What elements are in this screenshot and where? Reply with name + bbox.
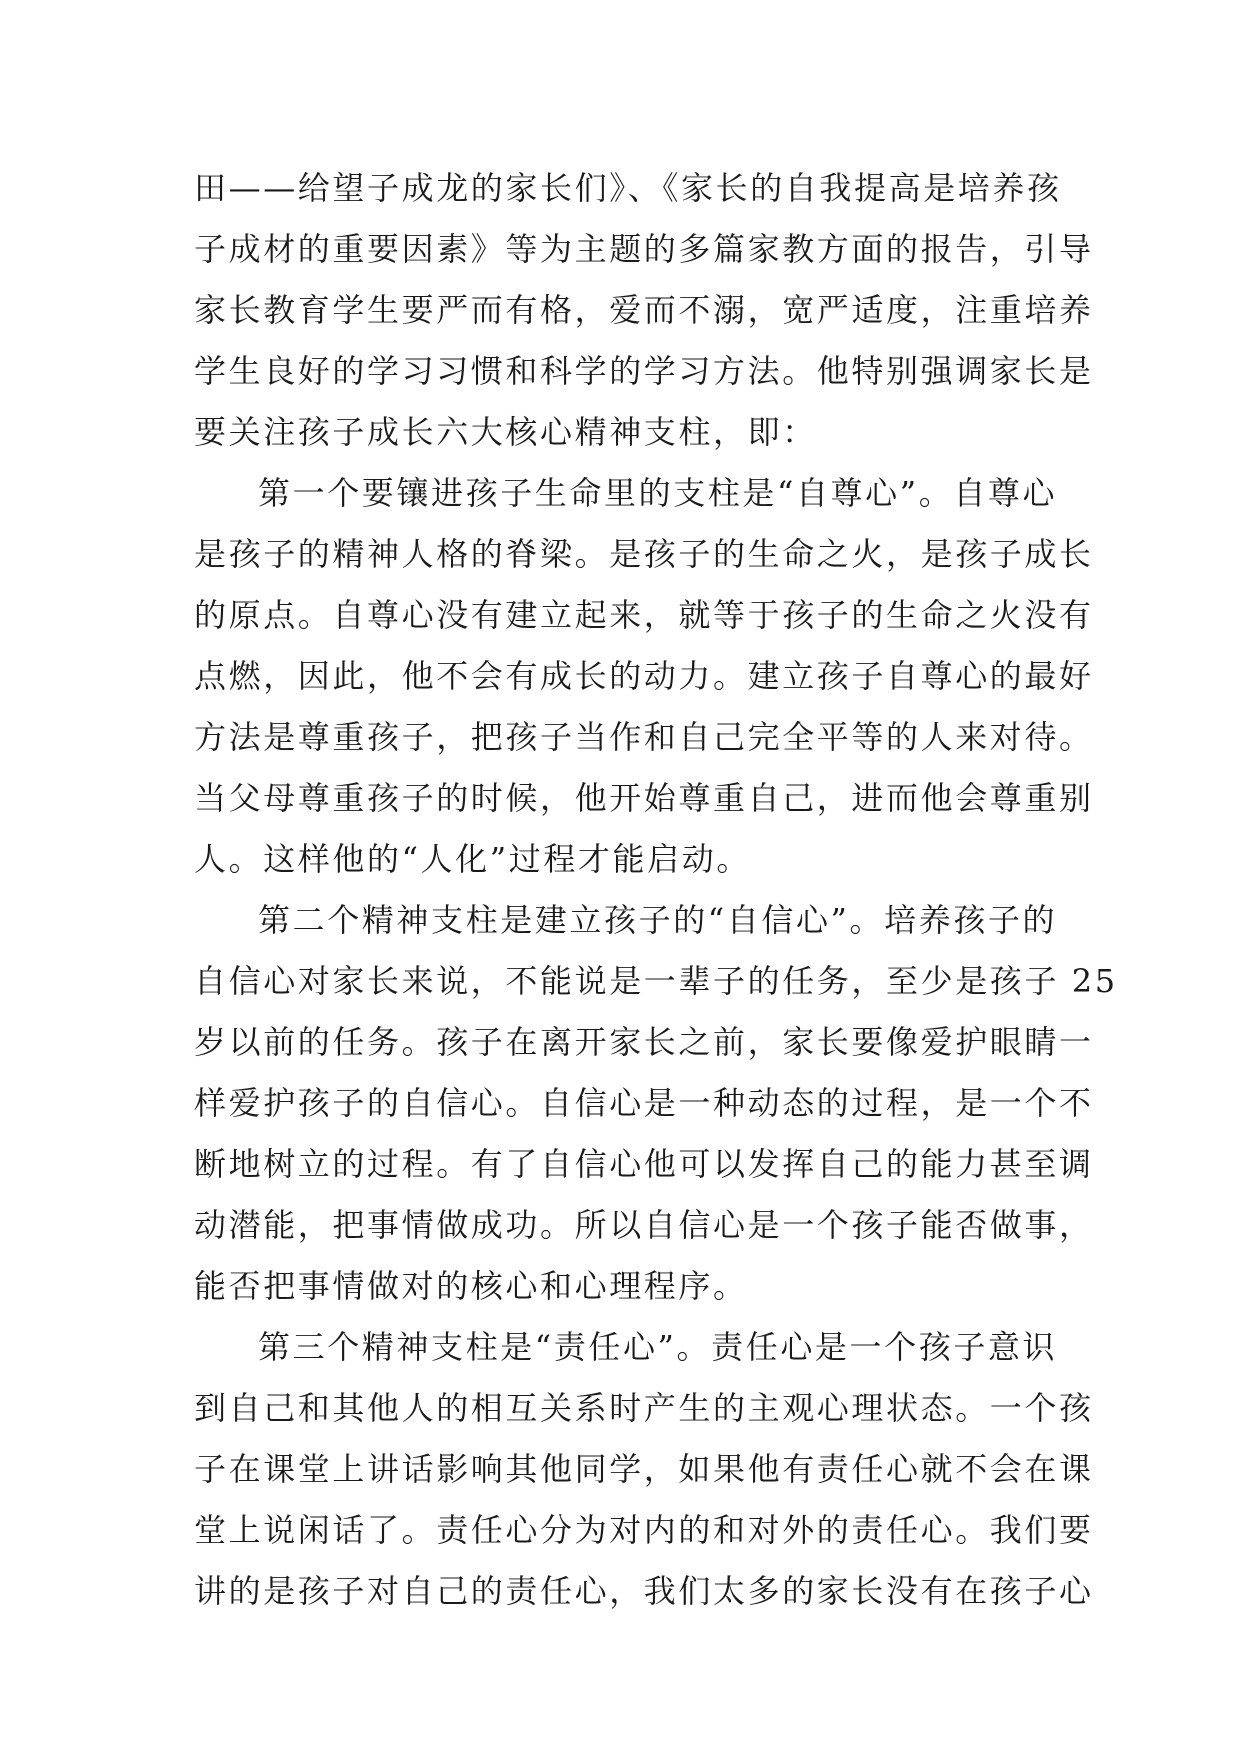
text-line: 学生良好的学习习惯和科学的学习方法。他特别强调家长是	[194, 352, 1094, 390]
text-line: 到自己和其他人的相互关系时产生的主观心理状态。一个孩	[194, 1389, 1094, 1427]
text-line: 要关注孩子成长六大核心精神支柱，即：	[194, 413, 817, 451]
text-line: 方法是尊重孩子，把孩子当作和自己完全平等的人来对待。	[194, 718, 1094, 756]
paragraph-first-line: 第二个精神支柱是建立孩子的“自信心”。培养孩子的	[258, 901, 1058, 939]
text-line: 讲的是孩子对自己的责任心，我们太多的家长没有在孩子心	[194, 1572, 1094, 1610]
text-line: 岁以前的任务。孩子在离开家长之前，家长要像爱护眼睛一	[194, 1023, 1094, 1061]
paragraph-first-line: 第三个精神支柱是“责任心”。责任心是一个孩子意识	[258, 1328, 1058, 1366]
text-line: 人。这样他的“人化”过程才能启动。	[194, 840, 751, 878]
text-line: 的原点。自尊心没有建立起来，就等于孩子的生命之火没有	[194, 596, 1094, 634]
paragraph-first-line: 第一个要镶进孩子生命里的支柱是“自尊心”。自尊心	[258, 474, 1058, 512]
text-line: 是孩子的精神人格的脊梁。是孩子的生命之火，是孩子成长	[194, 535, 1094, 573]
text-line: 家长教育学生要严而有格，爱而不溺，宽严适度，注重培养	[194, 291, 1094, 329]
text-line: 自信心对家长来说，不能说是一辈子的任务，至少是孩子 25	[194, 962, 1118, 1000]
body-text	[194, 158, 1118, 1622]
text-line: 田——给望子成龙的家长们》、《家长的自我提高是培养孩	[194, 169, 1062, 207]
text-line: 子成材的重要因素》等为主题的多篇家教方面的报告，引导	[194, 230, 1094, 268]
text-line: 动潜能，把事情做成功。所以自信心是一个孩子能否做事，	[194, 1206, 1094, 1244]
text-line: 点燃，因此，他不会有成长的动力。建立孩子自尊心的最好	[194, 657, 1094, 695]
text-line: 当父母尊重孩子的时候，他开始尊重自己，进而他会尊重别	[194, 779, 1094, 817]
text-line: 堂上说闲话了。责任心分为对内的和对外的责任心。我们要	[194, 1511, 1094, 1549]
text-line: 断地树立的过程。有了自信心他可以发挥自己的能力甚至调	[194, 1145, 1094, 1183]
text-line: 样爱护孩子的自信心。自信心是一种动态的过程，是一个不	[194, 1084, 1094, 1122]
text-line: 能否把事情做对的核心和心理程序。	[194, 1267, 748, 1305]
text-line: 子在课堂上讲话影响其他同学，如果他有责任心就不会在课	[194, 1450, 1094, 1488]
